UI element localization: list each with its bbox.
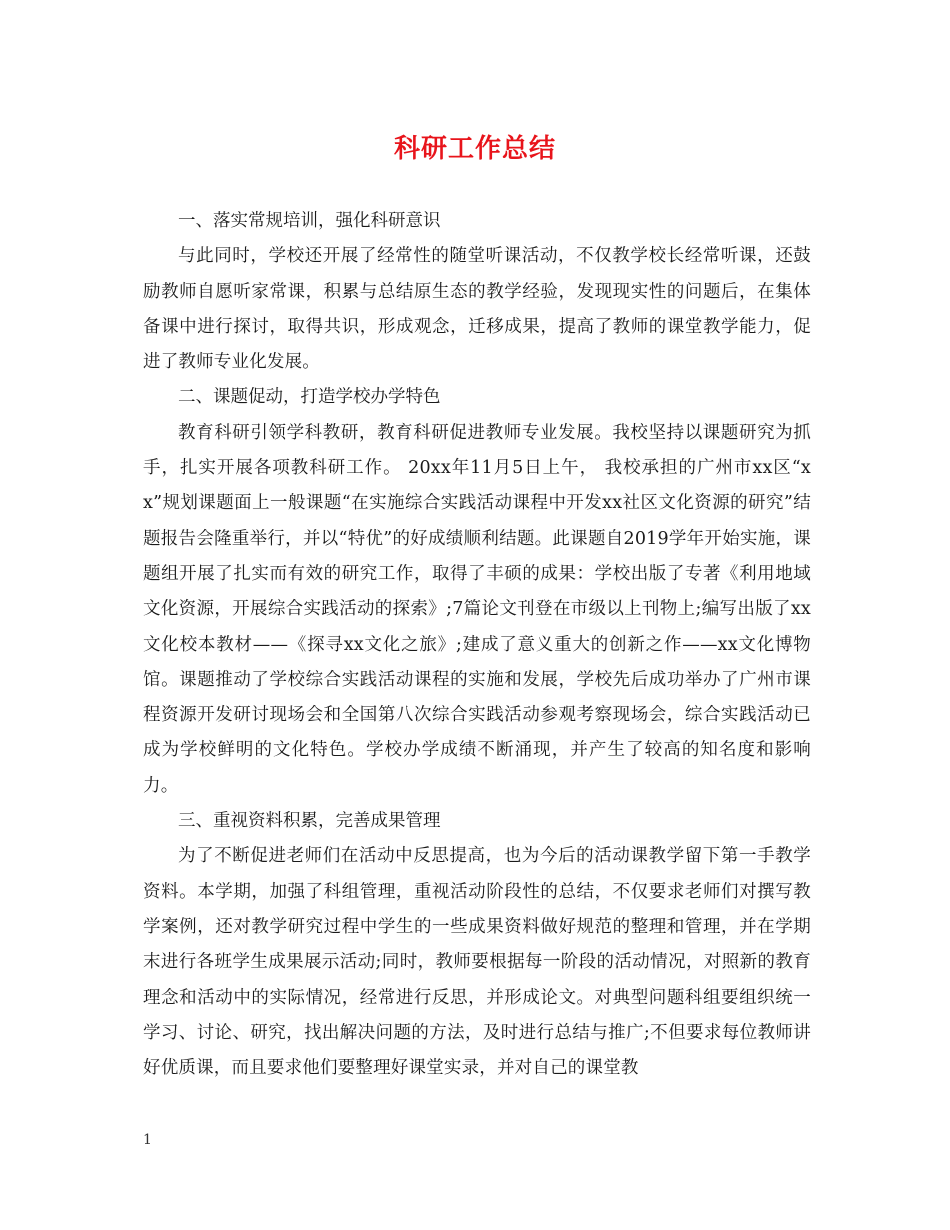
- section-heading-1: 一、落实常规培训，强化科研意识: [178, 211, 441, 231]
- document-body: [143, 204, 811, 1086]
- section-paragraph-3: 为了不断促进老师们在活动中反思提高，也为今后的活动课教学留下第一手教学资料。本学期，加强了科组管理，重视活动阶段性的总结，不仅要求老师们对撰写教学案例，还对教学研究过程中学生的一些成果资料做好规范的整理和管理，并在学期末进行各班学生成果展示活动;同时，教师要根据每一阶段的活动情况，对照新的教育理念和活动中的实际情况，经常进行反思，并形成论文。对典型问题科组要组织统一学习、讨论、研究，找出解决问题的方法，及时进行总结与推广;不但要求每位教师讲好优质课，而且要求他们要整理好课堂实录，并对自己的课堂教: [143, 846, 811, 1079]
- page-number: 1: [143, 1132, 152, 1148]
- section-heading-2: 二、课题促动，打造学校办学特色: [178, 387, 441, 408]
- section-paragraph-1: 与此同时，学校还开展了经常性的随堂听课活动，不仅教学校长经常听课，还鼓励教师自愿听家常课，积累与总结原生态的教学经验，发现现实性的问题后，在集体备课中进行探讨，取得共识，形成观念，迁移成果，提高了教师的课堂教学能力，促进了教师专业化发展。: [143, 246, 811, 373]
- document-title: 科研工作总结: [393, 134, 556, 164]
- section-heading-3: 三、重视资料积累，完善成果管理: [178, 811, 441, 832]
- section-paragraph-2: 教育科研引领学科教研，教育科研促进教师专业发展。我校坚持以课题研究为抓手，扎实开展各项教科研工作。 20xx年11月5日上午， 我校承担的广州市xx区“xx”规划课题面上一般课题“在实施综合实践活动课程中开发xx社区文化资源的研究”结题报告会隆重举行，并以“特优”的好成绩顺利结题。此课题自2019学年开始实施，课题组开展了扎实而有效的研究工作，取得了丰硕的成果：学校出版了专著《利用地域文化资源，开展综合实践活动的探索》;7篇论文刊登在市级以上刊物上;编写出版了xx文化校本教材——《探寻xx文化之旅》;建成了意义重大的创新之作——xx文化博物馆。课题推动了学校综合实践活动课程的实施和发展，学校先后成功举办了广州市课程资源开发研讨现场会和全国第八次综合实践活动参观考察现场会，综合实践活动已成为学校鲜明的文化特色。学校办学成绩不断涌现，并产生了较高的知名度和影响力。: [143, 422, 811, 796]
